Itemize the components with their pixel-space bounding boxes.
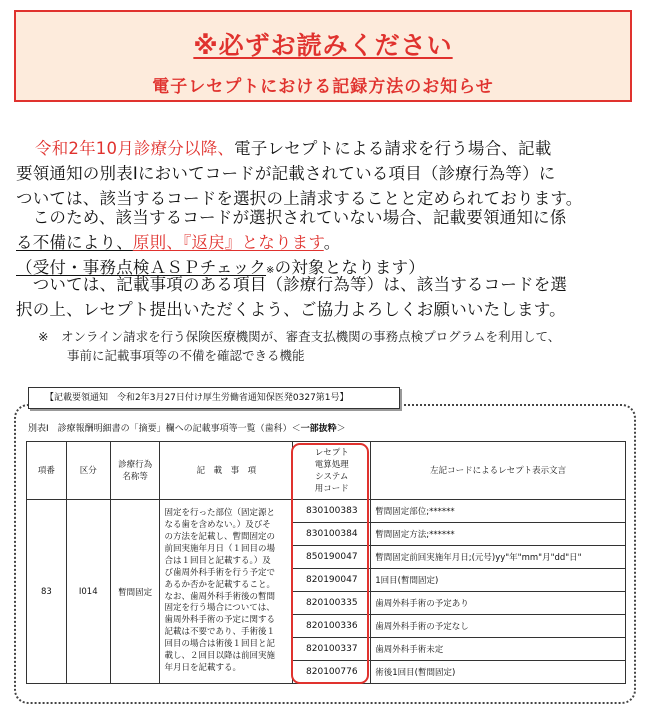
header-code-line-4: 用コード: [314, 483, 349, 494]
header-display: 左記コードによるレセプト表示文言: [371, 442, 626, 500]
asp-check-mark: ※: [266, 265, 275, 276]
cell-display-text: 歯周外科手術の予定あり: [371, 592, 626, 615]
footnote: [38, 327, 560, 365]
paragraph-1: [16, 136, 636, 211]
table-caption-text: 別表Ⅰ 診療報酬明細書の「摘要」欄への記載事項等一覧（歯科）＜: [28, 424, 301, 434]
paragraph-3-line-1: ついては、記載事項のある項目（診療行為等）は、該当するコードを選: [16, 275, 568, 294]
detail-line: 回目の場合は術後１回目と記: [164, 639, 275, 650]
cell-display-text: 歯周外科手術の予定なし: [371, 615, 626, 638]
cell-code: 820100337: [293, 638, 371, 661]
detail-line: なお、歯周外科手術後の暫間: [164, 591, 275, 602]
cell-code: 830100383: [293, 500, 371, 523]
detail-line: 載し、２回目以降は前回実施: [164, 651, 275, 662]
paragraph-2-line-2-end: 。: [323, 233, 341, 252]
effective-date-phrase: 令和2年10月診療分以降、: [35, 139, 235, 158]
detail-line: あるか否かを記載すること。: [164, 579, 275, 590]
detail-line: び歯周外科手術を行う予定で: [164, 567, 275, 578]
detail-line: 年月日を記載する。: [164, 662, 241, 673]
cell-display-text: 暫間固定部位;******: [371, 500, 626, 523]
cell-code: 850190047: [293, 546, 371, 569]
paragraph-2-line-2a: る不備により、: [16, 233, 133, 252]
notice-header: [14, 10, 632, 102]
header-detail: 記 載 事 項: [160, 442, 293, 500]
asp-check-text: （受付・事務点検ＡＳＰチェック: [16, 258, 267, 277]
cell-code: 820100776: [293, 661, 371, 684]
paragraph-2-line-3b: の対象となります）: [274, 258, 425, 277]
notice-title: ※必ずお読みください: [193, 31, 453, 60]
header-code: [293, 442, 371, 500]
cell-name: 暫間固定: [110, 500, 160, 684]
detail-line: 固定を行う場合については、: [164, 603, 275, 614]
cell-display-text: 暫間固定方法;******: [371, 523, 626, 546]
cell-item-no: 83: [27, 500, 67, 684]
header-name: [110, 442, 160, 500]
cell-category: I014: [66, 500, 110, 684]
cell-display-text: 歯周外科手術未定: [371, 638, 626, 661]
header-name-line-2: 名称等: [122, 471, 148, 482]
cell-display-text: 1回目(暫間固定): [371, 569, 626, 592]
detail-line: の方法を記載し、暫間固定の: [164, 531, 275, 542]
footnote-line-1: ※ オンライン請求を行う保険医療機関が、審査支払機関の事務点検プログラムを利用して、: [38, 329, 561, 344]
reference-label: 【記載要領通知 令和2年3月27日付け厚生労働省通知保医発0327第1号】: [28, 387, 400, 409]
paragraph-1-line-2: 要領通知の別表Ⅰにおいてコードが記載されている項目（診療行為等）に: [16, 164, 556, 183]
table-caption-end: ＞: [336, 424, 346, 434]
footnote-line-2: 事前に記載事項等の不備を確認できる機能: [67, 348, 305, 363]
notice-subtitle: 電子レセプトにおける記録方法のお知らせ: [152, 77, 494, 97]
cell-code: 820100335: [293, 592, 371, 615]
header-item-no: 項番: [27, 442, 67, 500]
detail-line: 記載は不要であり、手術後１: [164, 627, 275, 638]
header-name-line-1: 診療行為: [118, 459, 153, 470]
cell-code: 820100336: [293, 615, 371, 638]
header-category: 区分: [66, 442, 110, 500]
cell-display-text: 術後1回目(暫間固定): [371, 661, 626, 684]
table-caption-bold: 一部抜粋: [300, 424, 337, 434]
header-code-line-2: 電算処理: [314, 459, 349, 470]
code-table: [26, 441, 626, 684]
cell-code: 820190047: [293, 569, 371, 592]
detail-line: 歯周外科手術の予定に関する: [164, 615, 275, 626]
cell-display-text: 暫間固定前回実施年月日;(元号)yy"年"mm"月"dd"日": [371, 546, 626, 569]
paragraph-3-line-2: 択の上、レセプト提出いただくよう、ご協力よろしくお願いいたします。: [16, 300, 566, 319]
paragraph-1-line-1: 電子レセプトによる請求を行う場合、記載: [234, 139, 552, 158]
return-warning: 原則、『返戻』となります: [132, 233, 324, 252]
header-code-line-1: レセプト: [314, 447, 349, 458]
paragraph-3: [16, 272, 636, 322]
paragraph-2-line-1: このため、該当するコードが選択されていない場合、記載要領通知に係: [16, 208, 567, 227]
detail-line: 合は１回目と記載する。）及: [164, 555, 271, 566]
table-caption: [28, 421, 346, 434]
detail-line: なる歯を含めない。）及びそ: [164, 520, 271, 531]
detail-line: 前回実施年月日（１回目の場: [164, 543, 275, 554]
cell-code: 830100384: [293, 523, 371, 546]
cell-detail: [160, 500, 293, 684]
table-header-row: [27, 442, 626, 500]
table-row: [27, 500, 626, 523]
paragraph-1-line-3: ついては、該当するコードを選択の上請求することと定められております。: [16, 189, 583, 208]
header-code-line-3: システム: [315, 471, 349, 482]
detail-line: 固定を行った部位（固定源と: [164, 508, 275, 519]
